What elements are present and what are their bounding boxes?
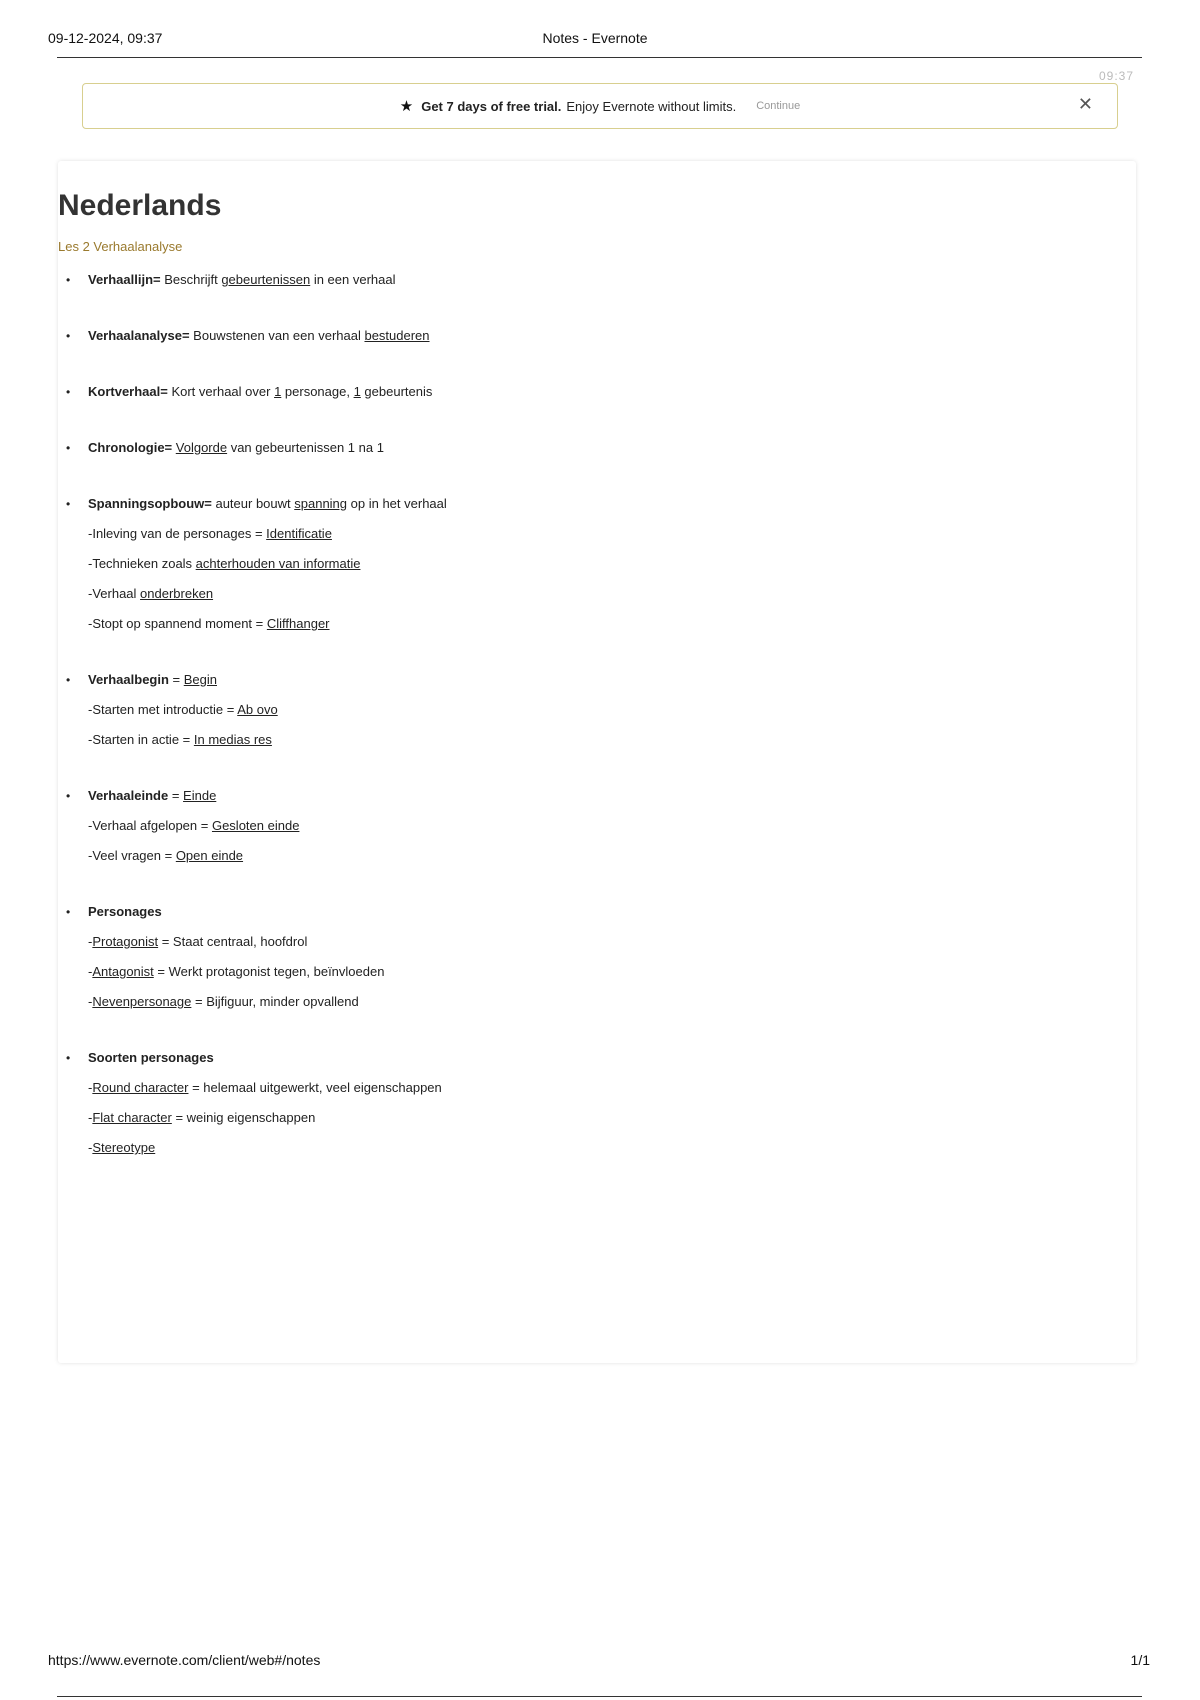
sub-text: -Verhaal afgelopen =	[88, 818, 212, 833]
sub-text: = weinig eigenschappen	[171, 1110, 316, 1125]
sub-text: = Staat centraal, hoofdrol	[158, 934, 308, 949]
print-datetime: 09-12-2024, 09:37	[48, 30, 163, 46]
sub-item	[64, 957, 1136, 987]
item-term: Verhaaleinde	[88, 788, 169, 803]
banner-bold-text: Get 7 days of free trial.	[421, 98, 562, 114]
item-term: Personages	[88, 904, 162, 919]
item-text: van gebeurtenissen 1 na 1	[227, 440, 384, 455]
sub-text: -Starten in actie =	[88, 732, 194, 747]
item-text: Beschrijft	[160, 272, 222, 287]
sub-underline: Antagonist	[92, 964, 154, 979]
sub-underline: Ab ovo	[237, 702, 278, 717]
sub-text: -	[88, 964, 93, 979]
sub-underline: Gesloten einde	[211, 818, 300, 833]
sub-text: -	[88, 994, 93, 1009]
item-underline: spanning	[294, 496, 348, 511]
sub-underline: Protagonist	[92, 934, 159, 949]
list-item	[64, 433, 1136, 463]
sub-underline: Cliffhanger	[266, 616, 330, 631]
item-term: Kortverhaal=	[88, 384, 168, 399]
sub-text: -	[88, 1140, 93, 1155]
continue-link[interactable]: Continue	[756, 100, 801, 112]
item-term: Verhaalbegin	[88, 672, 169, 687]
sub-text: = helemaal uitgewerkt, veel eigenschappen	[188, 1080, 442, 1095]
sub-item	[64, 725, 1136, 755]
sub-text: -	[88, 934, 93, 949]
item-text: gebeurtenis	[360, 384, 433, 399]
sub-item	[64, 519, 1136, 549]
sub-item	[64, 695, 1136, 725]
item-term: Verhaallijn=	[88, 272, 161, 287]
sub-underline: achterhouden van informatie	[195, 556, 361, 571]
list-item	[64, 321, 1136, 351]
sub-item	[64, 1133, 1136, 1163]
item-term: Chronologie=	[88, 440, 173, 455]
note-subtitle: Les 2 Verhaalanalyse	[58, 239, 183, 254]
clock: 09:37	[1098, 69, 1134, 83]
list-item	[64, 897, 1136, 927]
sub-text: -Verhaal	[88, 586, 141, 601]
sub-item	[64, 987, 1136, 1017]
sub-text: -	[88, 1110, 93, 1125]
list-item	[64, 781, 1136, 811]
item-text: =	[168, 672, 184, 687]
item-text: in een verhaal	[310, 272, 396, 287]
sub-underline: onderbreken	[140, 586, 214, 601]
item-underline: Volgorde	[175, 440, 228, 455]
item-underline: 1	[353, 384, 361, 399]
sub-text: = Werkt protagonist tegen, beïnvloeden	[153, 964, 385, 979]
sub-item	[64, 549, 1136, 579]
item-underline: bestuderen	[364, 328, 430, 343]
sub-text: -Technieken zoals	[88, 556, 196, 571]
item-underline: Einde	[183, 788, 217, 803]
sub-underline: In medias res	[193, 732, 272, 747]
note-body	[64, 265, 1136, 1163]
banner-text: Enjoy Evernote without limits.	[566, 98, 737, 114]
print-footer	[48, 1652, 1150, 1668]
item-text: personage,	[281, 384, 354, 399]
close-icon[interactable]: ✕	[1077, 94, 1093, 114]
note-card	[58, 161, 1136, 1363]
sub-text: -Inleving van de personages =	[88, 526, 267, 541]
item-underline: 1	[274, 384, 282, 399]
item-text: Kort verhaal over	[167, 384, 275, 399]
item-underline: gebeurtenissen	[221, 272, 311, 287]
sub-underline: Open einde	[175, 848, 244, 863]
list-item	[64, 489, 1136, 519]
sub-item	[64, 1073, 1136, 1103]
sub-underline: Stereotype	[92, 1140, 156, 1155]
sub-underline: Round character	[92, 1080, 189, 1095]
item-term: Verhaalanalyse=	[88, 328, 190, 343]
footer-rule	[57, 1696, 1142, 1697]
sub-text: -	[88, 1080, 93, 1095]
item-text: op in het verhaal	[347, 496, 447, 511]
item-text: auteur bouwt	[211, 496, 295, 511]
sub-item	[64, 811, 1136, 841]
sub-text: -Stopt op spannend moment =	[88, 616, 267, 631]
item-term: Soorten personages	[88, 1050, 214, 1065]
sub-text: -Veel vragen =	[88, 848, 176, 863]
item-text: Bouwstenen van een verhaal	[189, 328, 365, 343]
sub-underline: Identificatie	[266, 526, 332, 541]
star-icon: ★	[399, 98, 414, 115]
sub-item	[64, 609, 1136, 639]
sub-text: -Starten met introductie =	[88, 702, 238, 717]
note-title: Nederlands	[58, 189, 222, 222]
sub-underline: Nevenpersonage	[92, 994, 192, 1009]
trial-banner	[82, 83, 1118, 129]
print-url: https://www.evernote.com/client/web#/notes	[48, 1652, 321, 1668]
list-item	[64, 265, 1136, 295]
list-item	[64, 377, 1136, 407]
item-text: =	[168, 788, 184, 803]
sub-item	[64, 841, 1136, 871]
sub-item	[64, 927, 1136, 957]
item-underline: Begin	[183, 672, 217, 687]
page-number: 1/1	[1130, 1652, 1150, 1668]
sub-underline: Flat character	[92, 1110, 172, 1125]
list-item	[64, 665, 1136, 695]
header-rule	[57, 57, 1142, 58]
sub-item	[64, 1103, 1136, 1133]
item-term: Spanningsopbouw=	[88, 496, 212, 511]
sub-item	[64, 579, 1136, 609]
print-header	[48, 30, 1142, 58]
print-title: Notes - Evernote	[542, 30, 648, 46]
sub-text: = Bijfiguur, minder opvallend	[191, 994, 359, 1009]
list-item	[64, 1043, 1136, 1073]
